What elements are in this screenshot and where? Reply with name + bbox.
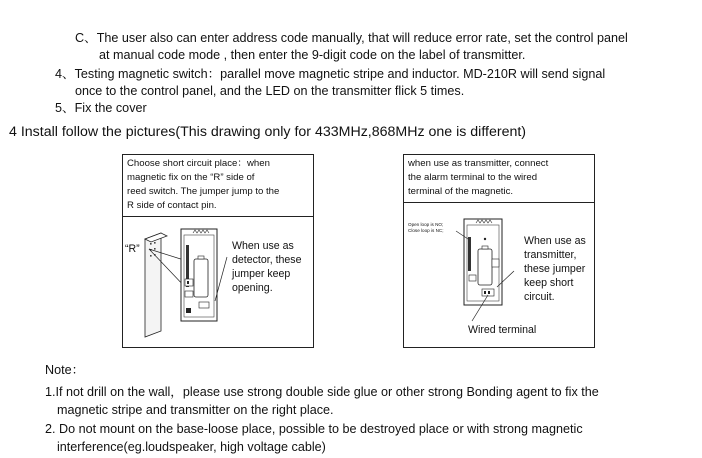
left-side-note-line: opening. [232,282,273,294]
right-figure-caption-box [403,154,595,204]
section-4-heading: 4 Install follow the pictures(This drawing only for 433MHz,868MHz one is different) [9,124,527,140]
step-c-line-2: at manual code mode , then enter the 9-digit code on the label of transmitter. [99,48,526,62]
step-5: 5、Fix the cover [55,101,147,115]
notes-title: Note： [45,363,85,377]
right-side-note-line: keep short [524,277,574,289]
left-caption-line: magnetic fix on the “R” side of [127,172,255,183]
right-side-note-line: circuit. [524,291,555,303]
left-figure-caption-box [122,154,314,218]
left-caption-line: Choose short circuit place：when [127,158,270,169]
left-device-illustration [123,217,313,347]
note-2-line-1: 2. Do not mount on the base-loose place, possible to be destroyed place or with strong magnetic [45,422,583,436]
left-caption-line: reed switch. The jumper jump to the [127,186,280,197]
open-loop-label: Open loop is NO; [408,222,444,227]
note-1-line-2: magnetic stripe and transmitter on the right place. [57,403,334,417]
left-side-note-line: When use as [232,240,294,252]
right-side-note-line: transmitter, [524,249,577,261]
r-side-label: “R” [125,243,140,255]
left-side-note-line: jumper keep [232,268,291,280]
left-side-note-line: detector, these [232,254,302,266]
step-c-line-1: C、The user also can enter address code manually, that will reduce error rate, set the control panel [75,31,628,45]
step-4-line-2: once to the control panel, and the LED on the transmitter flick 5 times. [75,84,465,98]
right-caption-line: the alarm terminal to the wired [408,172,538,183]
right-figure-drawing-box [403,202,595,348]
note-2-line-2: interference(eg.loudspeaker, high voltage cable) [57,440,326,454]
right-caption-line: terminal of the magnetic. [408,186,514,197]
right-side-note-line: these jumper [524,263,586,275]
right-caption-line: when use as transmitter, connect [408,158,549,169]
left-figure-drawing-box [122,216,314,348]
wired-terminal-label: Wired terminal [468,324,537,336]
close-loop-label: Close loop is NC; [408,228,444,233]
step-4-line-1: 4、Testing magnetic switch：parallel move magnetic stripe and inductor. MD-210R will send signal [55,67,606,81]
right-side-note-line: When use as [524,235,586,247]
note-1-line-1: 1.If not drill on the wall，please use strong double side glue or other strong Bonding agent to fix the [45,385,599,399]
left-caption-line: R side of contact pin. [127,200,217,211]
